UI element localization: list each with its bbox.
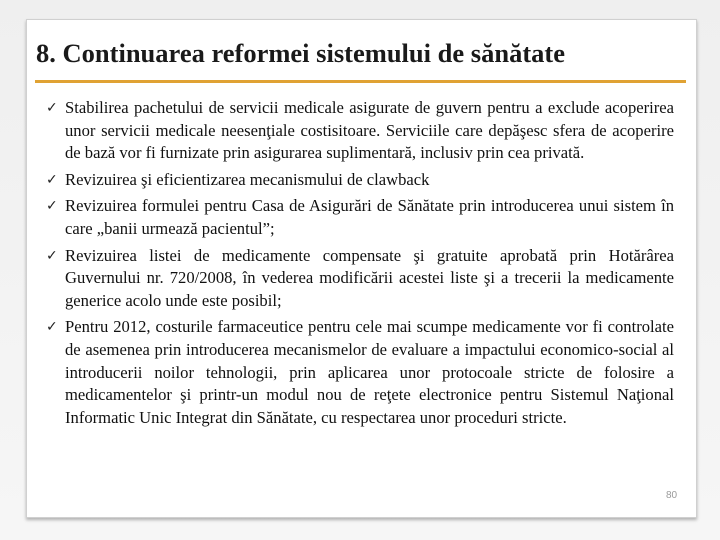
bullet-text: Stabilirea pachetului de servicii medicale asigurate de guvern pentru a exclude acoperirea unor servicii medicale neesenţiale costisitoare. Serviciile care depăşesc sfera de acoperire de bază vor fi furnizate prin asigurarea suplimentară, inclusiv prin cea privată. <box>65 98 674 163</box>
bullet-text: Pentru 2012, costurile farmaceutice pentru cele mai scumpe medicamente vor fi controlate de asemenea prin introducerea mecanismelor de evaluare a impactului economico-social al introducerii noilor tehnologii, prin aplicarea unor protocoale stricte de folosire a medicamentelor şi printr-un modul nou de reţete electronice pentru Sistemul Naţional Informatic Unic Integrat din Sănătate, cu respectarea unor proceduri stricte. <box>65 317 674 427</box>
title-underline <box>35 80 686 83</box>
bullet-item <box>46 97 674 165</box>
check-icon: ✓ <box>46 171 58 188</box>
bullet-item <box>46 169 674 192</box>
bullet-list <box>46 97 674 433</box>
slide-title: 8. Continuarea reformei sistemului de sănătate <box>36 38 565 68</box>
bullet-item <box>46 195 674 240</box>
bullet-item <box>46 245 674 313</box>
bullet-text: Revizuirea formulei pentru Casa de Asigurări de Sănătate prin introducerea unui sistem în care „banii urmează pacientul”; <box>65 196 674 238</box>
check-icon: ✓ <box>46 247 58 264</box>
bullet-text: Revizuirea listei de medicamente compensate şi gratuite aprobată prin Hotărârea Guvernului nr. 720/2008, în vederea modificării acestei liste şi a trecerii la medicamente generice acolo unde este posibil; <box>65 245 674 310</box>
bullet-item <box>46 316 674 429</box>
page-number: 80 <box>666 490 678 501</box>
check-icon: ✓ <box>46 198 58 215</box>
bullet-text: Revizuirea şi eficientizarea mecanismului de clawback <box>65 169 430 189</box>
check-icon: ✓ <box>46 319 58 336</box>
check-icon: ✓ <box>46 100 58 116</box>
